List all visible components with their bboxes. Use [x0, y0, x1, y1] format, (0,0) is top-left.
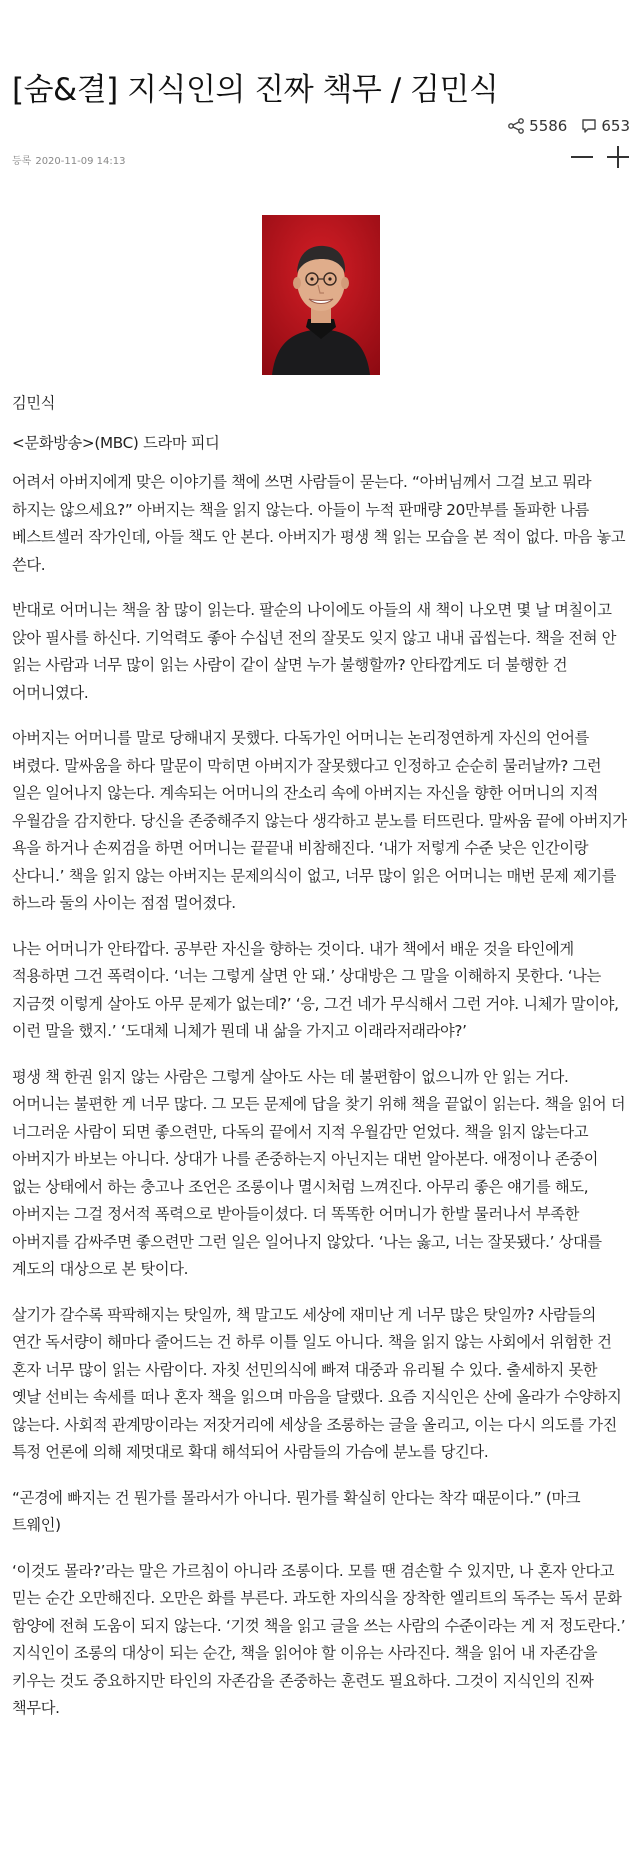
article-stats — [507, 117, 630, 135]
paragraph: 반대로 어머니는 책을 참 많이 읽는다. 팔순의 나이에도 아들의 새 책이 나오면 몇 날 며칠이고 앉아 필사를 하신다. 기억력도 좋아 수십년 전의 잘못도 잊지 않고 내내 곱씹는다. 책을 전혀 안 읽는 사람과 너무 많이 읽는 사람이 같이 살면 누가 불행할까? 안타깝게도 더 불행한 건 어머니였다. — [12, 601, 617, 702]
article-body — [12, 390, 627, 1741]
paragraph: 평생 책 한권 읽지 않는 사람은 그렇게 살아도 사는 데 불편함이 없으니까 안 읽는 거다. 어머니는 불편한 게 너무 많다. 그 모든 문제에 답을 찾기 위해 책을 끝없이 읽는다. 책을 읽어 더 너그러운 사람이 되면 좋으련만, 다독의 끝에서 지적 우월감만 얻었다. 책을 읽지 않는다고 아버지가 바보는 아니다. 상대가 나를 존중하는지 아닌지는 대번 알아본다. 애정이나 존중이 없는 상태에서 하는 충고나 조언은 조롱이나 멸시처럼 느껴진다. 아무리 좋은 얘기를 해도, 아버지는 그걸 정서적 폭력으로 받아들이셨다. 더 똑똑한 어머니가 한발 물러나서 부족한 아버지를 감싸주면 좋으련만 그런 일은 일어나지 않았다. ‘나는 옳고, 너는 잘못됐다.’ 상대를 계도의 대상으로 본 탓이다. — [12, 1067, 626, 1278]
date-value: 2020-11-09 14:13 — [35, 156, 126, 167]
comment-count: 653 — [601, 117, 630, 135]
author-photo — [262, 215, 380, 375]
date-label: 등록 — [12, 156, 32, 167]
publish-date — [12, 152, 125, 167]
font-size-controls — [570, 145, 630, 169]
share-icon[interactable] — [507, 118, 525, 134]
author-name: 김민식 — [12, 394, 56, 412]
paragraph: ‘이것도 몰라?’라는 말은 가르침이 아니라 조롱이다. 모를 땐 겸손할 수 있지만, 나 혼자 안다고 믿는 순간 오만해진다. 오만은 화를 부른다. 과도한 자의식을 장착한 엘리트의 독주는 독서 문화 함양에 전혀 도움이 되지 않는다. ‘기껏 책을 읽고 글을 쓰는 사람의 수준이라는 게 저 정도란다.’ 지식인이 조롱의 대상이 되는 순간, 책을 읽어야 할 이유는 사라진다. 책을 읽어 내 자존감을 키우는 것도 중요하지만 타인의 자존감을 존중하는 훈련도 필요하다. 그것이 지식인의 진짜 책무다. — [12, 1561, 626, 1717]
paragraph: 어려서 아버지에게 맞은 이야기를 책에 쓰면 사람들이 묻는다. “아버님께서 그걸 보고 뭐라 하지는 않으세요?” 아버지는 책을 읽지 않는다. 아들이 누적 판매량 20만부를 돌파한 나름 베스트셀러 작가인데, 아들 책도 안 본다. 아버지가 평생 책 읽는 모습을 본 적이 없다. 마음 놓고 쓴다. — [12, 473, 626, 574]
paragraph: 나는 어머니가 안타깝다. 공부란 자신을 향하는 것이다. 내가 책에서 배운 것을 타인에게 적용하면 그건 폭력이다. ‘너는 그렇게 살면 안 돼.’ 상대방은 그 말을 이해하지 못한다. ‘나는 지금껏 이렇게 살아도 아무 문제가 없는데?’ ‘응, 그건 네가 무식해서 그런 거야. 니체가 말이야, 이런 말을 했지.’ ‘도대체 니체가 뭔데 내 삶을 가지고 이래라저래라야?’ — [12, 939, 619, 1040]
paragraph: 살기가 갈수록 팍팍해지는 탓일까, 책 말고도 세상에 재미난 게 너무 많은 탓일까? 사람들의 연간 독서량이 해마다 줄어드는 건 하루 이틀 일도 아니다. 책을 읽지 않는 사회에서 위험한 건 혼자 너무 많이 읽는 사람이다. 자칫 선민의식에 빠져 대중과 유리될 수 있다. 출세하지 못한 옛날 선비는 속세를 떠나 혼자 책을 읽으며 마음을 달랬다. 요즘 지식인은 산에 올라가 수양하지 않는다. 사회적 관계망이라는 저잣거리에 세상을 조롱하는 글을 올리고, 이는 다시 의도를 가진 특정 언론에 의해 제멋대로 확대 해석되어 사람들의 가슴에 분노를 당긴다. — [12, 1305, 622, 1461]
quote-paragraph: “곤경에 빠지는 건 뭔가를 몰라서가 아니다. 뭔가를 확실히 안다는 착각 때문이다.” (마크 트웨인) — [12, 1488, 581, 1534]
plus-icon[interactable] — [606, 145, 630, 169]
comment-icon[interactable] — [581, 118, 597, 134]
paragraph: 아버지는 어머니를 말로 당해내지 못했다. 다독가인 어머니는 논리정연하게 자신의 언어를 벼렸다. 말싸움을 하다 말문이 막히면 아버지가 잘못했다고 인정하고 순순히 물러날까? 그런 일은 일어나지 않는다. 계속되는 어머니의 잔소리 속에 아버지는 자신을 향한 어머니의 지적 우월감을 감지한다. 당신을 존중해주지 않는다 생각하고 분노를 터뜨린다. 말싸움 끝에 아버지가 욕을 하거나 손찌검을 하면 어머니는 끝끝내 비참해진다. ‘내가 저렇게 수준 낮은 인간이랑 산다니.’ 책을 읽지 않는 아버지는 문제의식이 없고, 너무 많이 읽은 어머니는 매번 문제 제기를 하느라 둘의 사이는 점점 멀어졌다. — [12, 729, 627, 912]
minus-icon[interactable] — [570, 145, 594, 169]
article-title: [숨&결] 지식인의 진짜 책무 / 김민식 — [12, 72, 499, 108]
share-count: 5586 — [529, 117, 568, 135]
author-portrait — [262, 215, 380, 375]
author-title: <문화방송>(MBC) 드라마 피디 — [12, 433, 220, 452]
